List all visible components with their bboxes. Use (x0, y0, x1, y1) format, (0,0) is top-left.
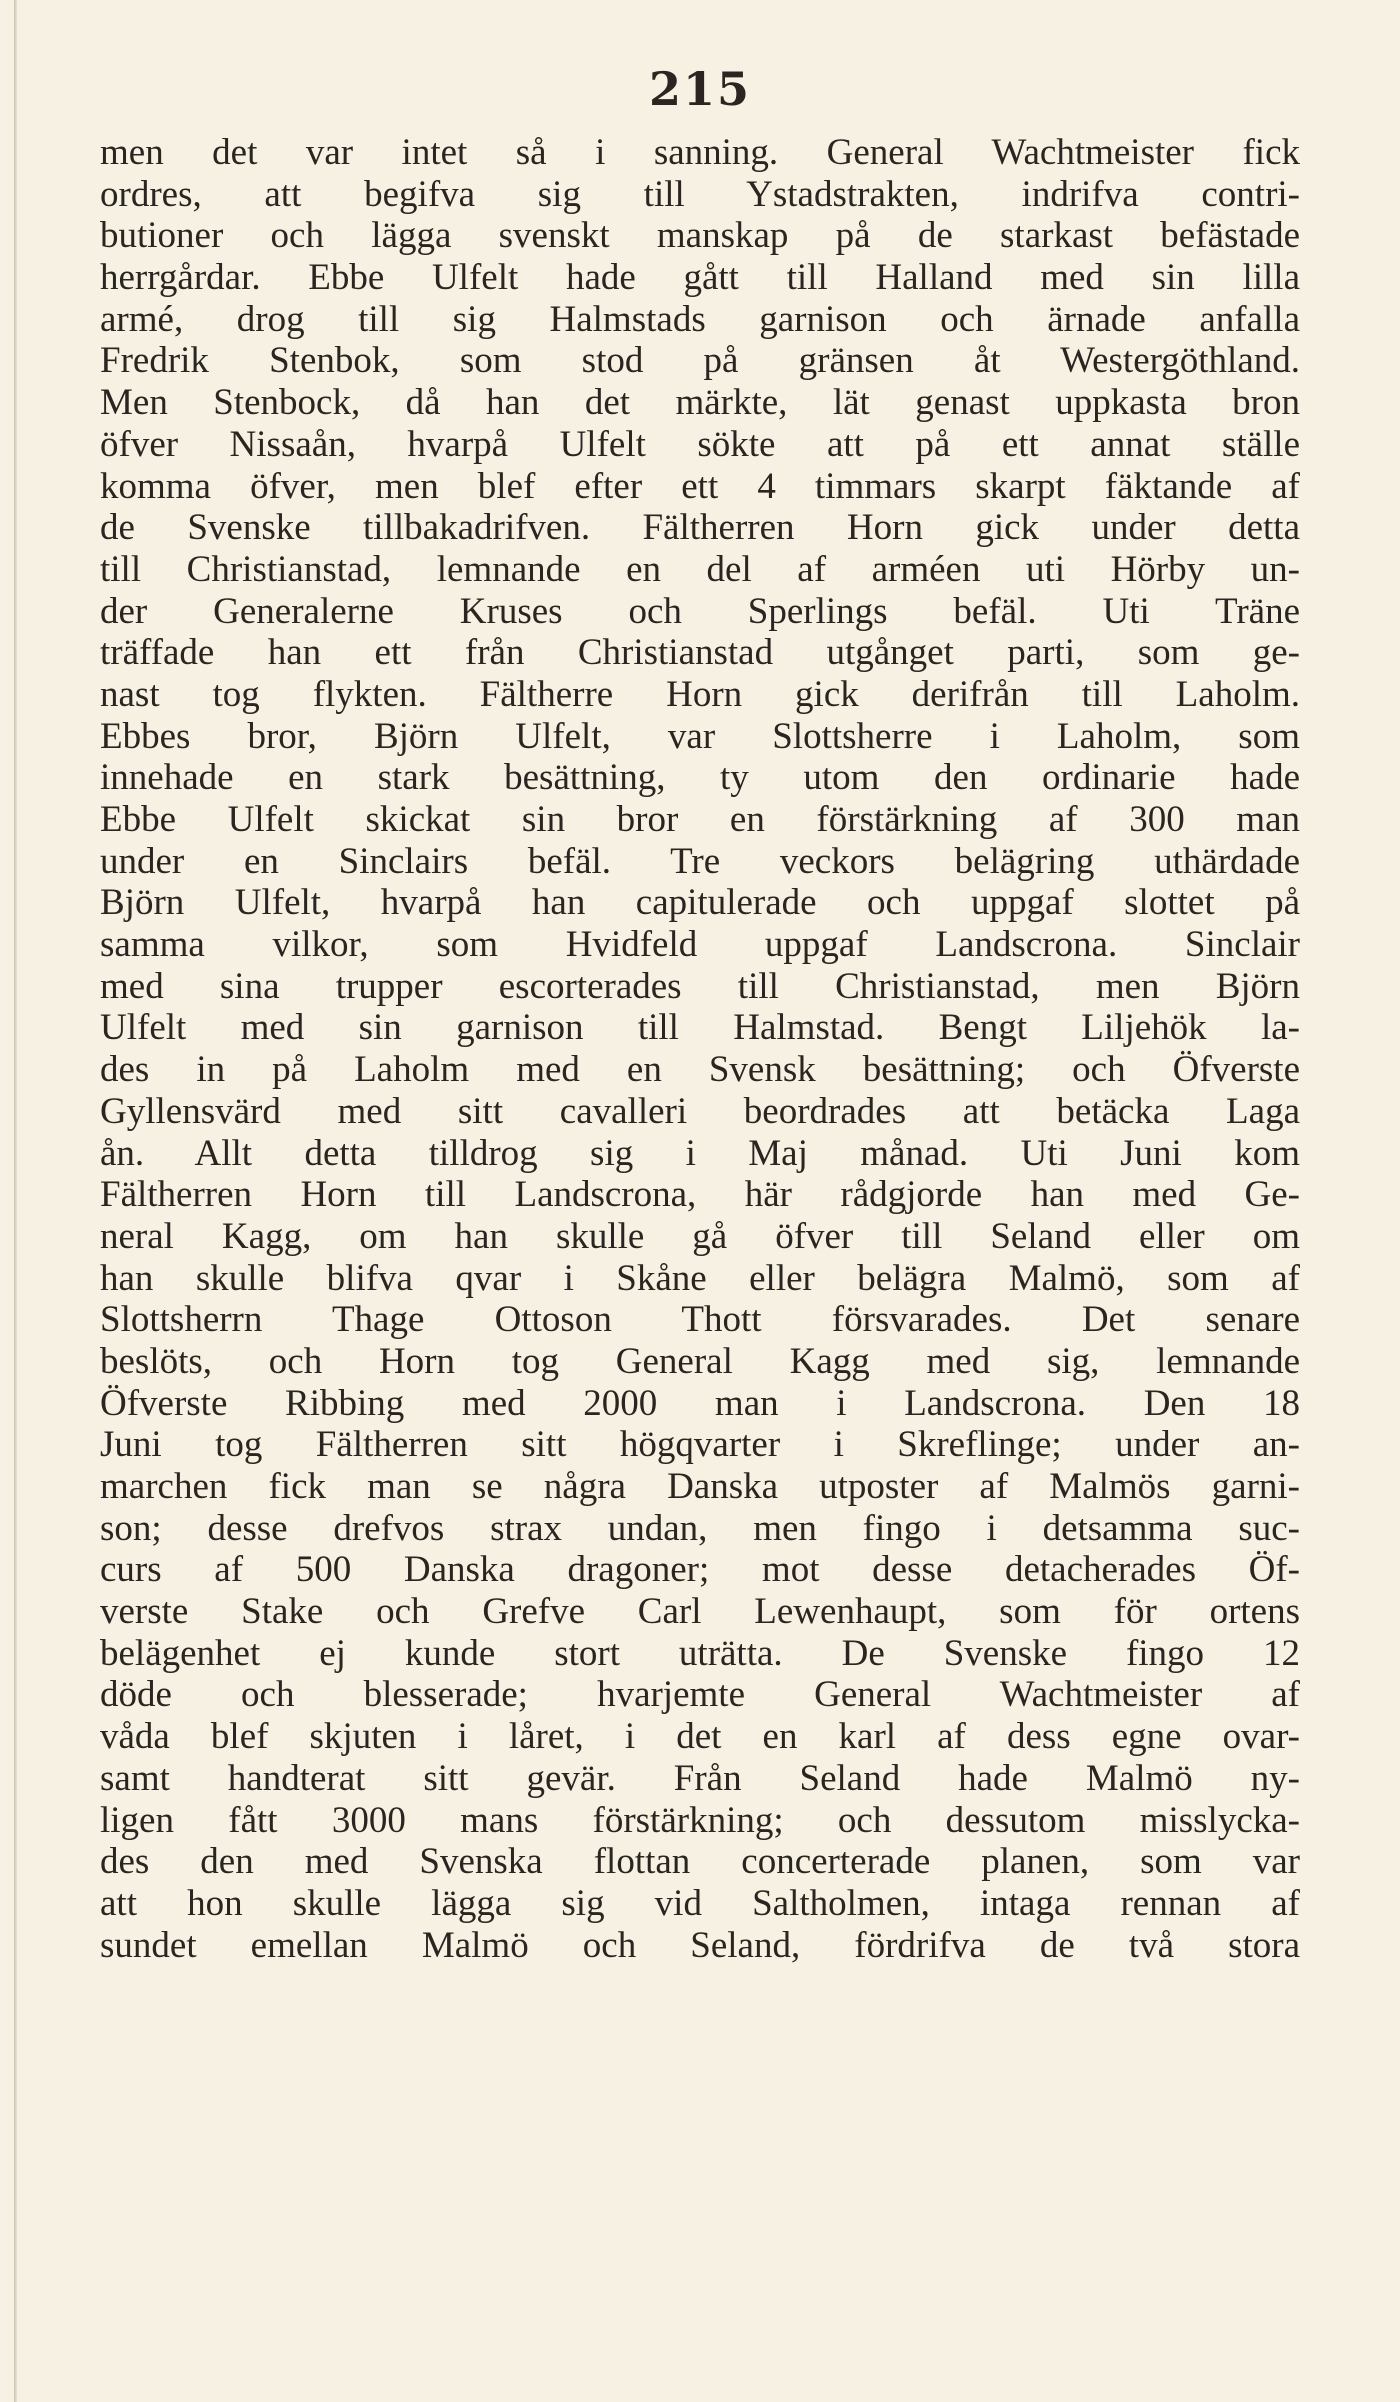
text-line: herrgårdar. Ebbe Ulfelt hade gått till Halland med sin lilla (100, 257, 1300, 299)
text-line: döde och blesserade; hvarjemte General Wachtmeister af (100, 1674, 1300, 1716)
text-line: Gyllensvärd med sitt cavalleri beordrades att betäcka Laga (100, 1090, 1300, 1132)
text-line: son; desse drefvos strax undan, men fingo i detsamma suc- (100, 1507, 1300, 1549)
text-line: neral Kagg, om han skulle gå öfver till Seland eller om (100, 1215, 1300, 1257)
text-line: marchen fick man se några Danska utposter af Malmös garni- (100, 1466, 1300, 1507)
text-line: men det var intet så i sanning. General Wachtmeister fick (100, 132, 1300, 173)
text-line: sundet emellan Malmö och Seland, fördrifva de två stora (100, 1924, 1300, 1966)
text-line: curs af 500 Danska dragoner; mot desse detacherades Öf- (100, 1549, 1300, 1591)
text-line: beslöts, och Horn tog General Kagg med sig, lemnande (100, 1340, 1300, 1382)
text-line: Juni tog Fältherren sitt högqvarter i Skreflinge; under an- (100, 1424, 1300, 1466)
text-line: under en Sinclairs befäl. Tre veckors belägring uthärdade (100, 840, 1300, 882)
text-line: innehade en stark besättning, ty utom den ordinarie hade (100, 757, 1300, 799)
text-line: ordres, att begifva sig till Ystadstrakten, indrifva contri- (100, 173, 1300, 215)
text-line: Fredrik Stenbok, som stod på gränsen åt Westergöthland. (100, 340, 1300, 382)
text-line: komma öfver, men blef efter ett 4 timmars skarpt fäktande af (100, 465, 1300, 507)
text-line: Ulfelt med sin garnison till Halmstad. Bengt Liljehök la- (100, 1007, 1300, 1049)
text-line: ån. Allt detta tilldrog sig i Maj månad. Uti Juni kom (100, 1132, 1300, 1174)
text-line: våda blef skjuten i låret, i det en karl af dess egne ovar- (100, 1716, 1300, 1758)
text-line: till Christianstad, lemnande en del af arméen uti Hörby un- (100, 548, 1300, 590)
text-line: öfver Nissaån, hvarpå Ulfelt sökte att på ett annat ställe (100, 423, 1300, 465)
text-line: der Generalerne Kruses och Sperlings befäl. Uti Träne (100, 590, 1300, 632)
page-left-edge (14, 0, 17, 2402)
text-line: ligen fått 3000 mans förstärkning; och dessutom misslycka- (100, 1799, 1300, 1841)
text-line: nast tog flykten. Fältherre Horn gick derifrån till Laholm. (100, 673, 1300, 715)
text-line: de Svenske tillbakadrifven. Fältherren Horn gick under detta (100, 507, 1300, 549)
body-text (100, 132, 1300, 1966)
text-line: Björn Ulfelt, hvarpå han capitulerade och uppgaf slottet på (100, 882, 1300, 924)
text-line: träffade han ett från Christianstad utgånget parti, som ge- (100, 632, 1300, 674)
text-line: Ebbe Ulfelt skickat sin bror en förstärkning af 300 man (100, 799, 1300, 840)
text-line: armé, drog till sig Halmstads garnison och ärnade anfalla (100, 298, 1300, 340)
text-line: med sina trupper escorterades till Christianstad, men Björn (100, 965, 1300, 1007)
text-line: belägenhet ej kunde stort uträtta. De Svenske fingo 12 (100, 1632, 1300, 1674)
text-line: samt handterat sitt gevär. Från Seland hade Malmö ny- (100, 1757, 1300, 1799)
text-line: butioner och lägga svenskt manskap på de starkast befästade (100, 215, 1300, 257)
text-line: des in på Laholm med en Svensk besättning; och Öfverste (100, 1049, 1300, 1091)
text-line: Öfverste Ribbing med 2000 man i Landscrona. Den 18 (100, 1382, 1300, 1424)
text-line: att hon skulle lägga sig vid Saltholmen, intaga rennan af (100, 1882, 1300, 1924)
text-line: han skulle blifva qvar i Skåne eller belägra Malmö, som af (100, 1257, 1300, 1299)
page-number: 215 (648, 62, 752, 116)
text-line: Men Stenbock, då han det märkte, lät genast uppkasta bron (100, 382, 1300, 424)
text-line: samma vilkor, som Hvidfeld uppgaf Landscrona. Sinclair (100, 924, 1300, 966)
text-line: verste Stake och Grefve Carl Lewenhaupt, som för ortens (100, 1591, 1300, 1633)
text-line: Fältherren Horn till Landscrona, här rådgjorde han med Ge- (100, 1174, 1300, 1216)
text-line: des den med Svenska flottan concerterade planen, som var (100, 1841, 1300, 1883)
text-line: Ebbes bror, Björn Ulfelt, var Slottsherre i Laholm, som (100, 715, 1300, 757)
text-line: Slottsherrn Thage Ottoson Thott försvarades. Det senare (100, 1299, 1300, 1341)
